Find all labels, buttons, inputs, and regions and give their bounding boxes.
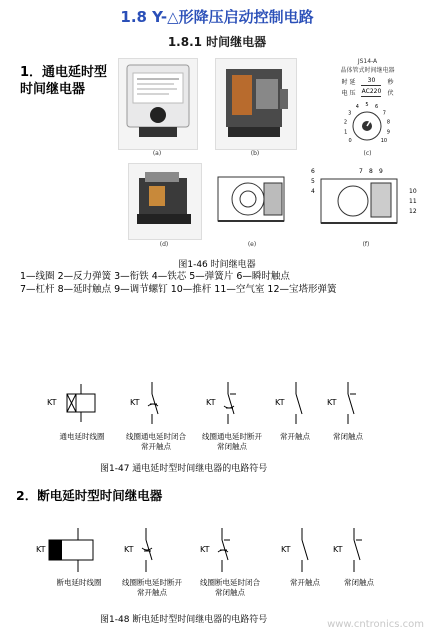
part-number: 10 [409,188,417,195]
fig48-label-5: 常闭触点 [344,578,374,587]
relay-a-illustration [119,59,197,149]
photo-f [305,163,427,238]
fig47-label-1: 通电延时线圈 [59,432,105,441]
dial-mark: 10 [380,138,388,145]
dial-mark: 9 [386,129,390,136]
fig47-caption: 图1-47 通电延时型时间继电器的电路符号 [100,464,268,474]
dial-mark: 4 [355,104,359,111]
c-row2-value: AC220 [361,88,382,95]
dial-mark: 3 [348,110,352,117]
dial-mark: 0 [348,138,352,145]
fig47-delay-no-contact [148,382,158,424]
fig48-label-1: 断电延时线圈 [56,578,102,587]
part-number: 11 [409,198,417,205]
part-number: 12 [409,208,417,215]
fig47-coil-symbol [67,384,95,422]
fig48-kt-1: KT [36,545,46,554]
dial-mark: 1 [344,129,348,136]
part-number: 4 [311,188,315,195]
relay-e-drawing [208,163,296,238]
c-model: JS14-A [357,58,378,65]
page-title: 1.8 Y-△形降压启动控制电路 [120,8,314,26]
watermark: www.cntronics.com [327,619,424,630]
fig47-kt-5: KT [327,398,337,407]
fig47-label-2: 线圈通电延时闭合 常开触点 [126,432,186,451]
fig47-delay-nc-contact [224,382,236,424]
relay-b-illustration [216,59,296,149]
fig47-label-3: 线圈通电延时断开 常闭触点 [202,432,262,451]
photo-f-label: (f) [362,241,370,248]
fig48-kt-5: KT [333,545,343,554]
fig48-kt-4: KT [281,545,291,554]
photo-e-label: (e) [247,241,257,248]
dial-mark: 6 [375,104,379,111]
legend-line-1: 1—线圈 2—反力弹簧 3—衔铁 4—铁芯 5—弹簧片 6—瞬时触点 [20,271,290,282]
c-row2-label: 电 压 [341,90,356,97]
section1-heading: 1．通电延时型时间继电器 [20,65,108,97]
photo-e [208,163,296,238]
photo-d-label: (d) [159,241,169,248]
part-number: 7 [359,168,363,175]
fig47-label-5: 常闭触点 [333,432,363,441]
fig47-instant-no-contact [296,382,302,424]
photo-b-label: (b) [250,150,260,157]
relay-f-drawing [305,163,427,238]
part-number: 8 [369,168,373,175]
fig48-delay-no-contact [142,528,152,572]
photo-c [310,58,425,158]
fig48-instant-nc-contact [354,528,362,572]
photo-a-label: (a) [152,150,162,157]
section2-heading: 2．断电延时型时间继电器 [16,488,163,503]
fig46-legend [20,270,337,296]
fig47-kt-3: KT [206,398,216,407]
fig47-kt-4: KT [275,398,285,407]
fig47-instant-nc-contact [348,382,356,424]
fig48-coil-symbol [49,528,93,572]
fig48-symbols [0,526,434,576]
fig48-delay-nc-contact [218,528,230,572]
photo-c-label: (c) [363,150,372,157]
fig48-kt-2: KT [124,545,134,554]
photo-d [128,163,202,240]
dial-mark: 7 [382,110,386,117]
dial-mark: 5 [365,102,369,108]
dial-illustration [310,96,425,156]
part-number: 6 [311,168,315,175]
fig47-symbols [0,378,434,428]
fig46-caption: 图1-46 时间继电器 [178,260,256,270]
photo-b [215,58,297,150]
c-row1-unit: 秒 [387,79,394,86]
c-row2-unit: 伏 [387,90,394,97]
c-row1-label: 时 延 [341,79,356,86]
fig48-label-3: 线圈断电延时闭合 常闭触点 [200,578,260,597]
section-subtitle: 1.8.1 时间继电器 [167,35,267,49]
part-number: 5 [311,178,315,185]
c-name: 晶体管式时间继电器 [340,67,395,74]
fig48-kt-3: KT [200,545,210,554]
fig48-instant-no-contact [302,528,308,572]
fig47-label-4: 常开触点 [280,432,310,441]
photo-a [118,58,198,150]
relay-d-illustration [129,164,201,239]
dial-mark: 8 [386,119,391,126]
fig48-label-4: 常开触点 [290,578,320,587]
legend-line-2: 7—杠杆 8—延时触点 9—调节螺钉 10—推杆 11—空气室 12—宝塔形弹簧 [20,284,337,295]
part-number: 9 [379,168,383,175]
dial-mark: 2 [343,119,348,126]
c-row1-value: 30 [361,77,381,86]
fig47-kt-2: KT [130,398,140,407]
fig47-kt-1: KT [47,398,57,407]
fig48-caption: 图1-48 断电延时型时间继电器的电路符号 [100,615,268,625]
fig48-label-2: 线圈断电延时断开 常开触点 [122,578,182,597]
